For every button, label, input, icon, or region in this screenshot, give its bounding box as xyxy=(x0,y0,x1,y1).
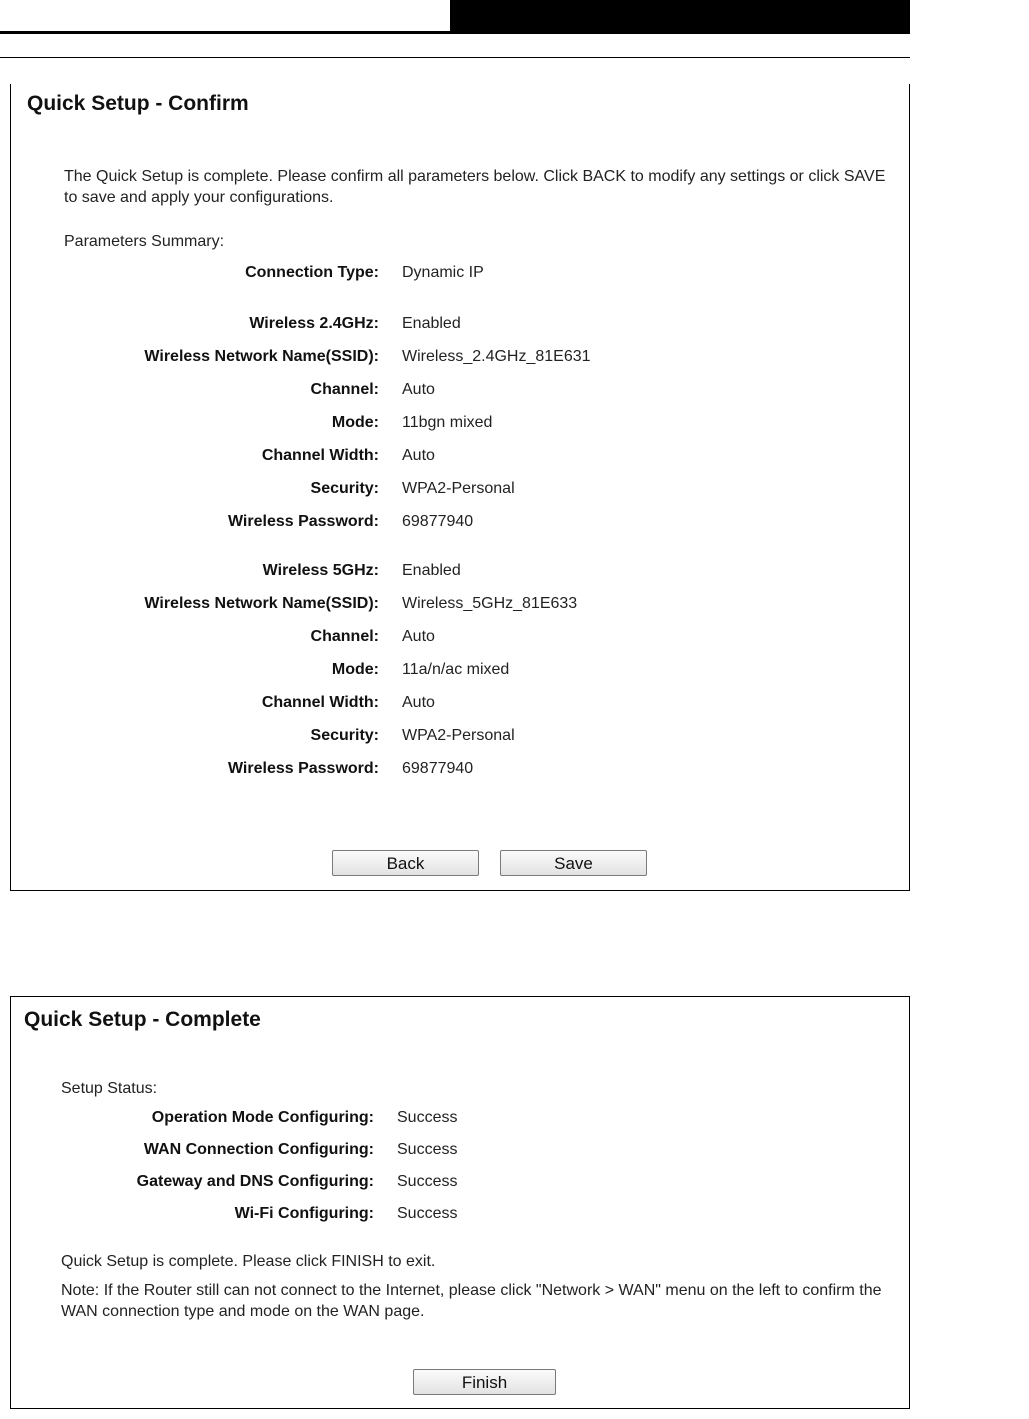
save-button[interactable]: Save xyxy=(500,850,647,876)
param-row xyxy=(11,628,909,650)
param-label: Wireless Password: xyxy=(227,760,379,777)
param-label: WAN Connection Configuring: xyxy=(143,1141,374,1158)
complete-message: Quick Setup is complete. Please click FINISH to exit. xyxy=(61,1253,436,1270)
param-label: Gateway and DNS Configuring: xyxy=(136,1173,374,1190)
param-value: Wireless_2.4GHz_81E631 xyxy=(402,348,591,365)
param-label: Mode: xyxy=(331,661,379,678)
param-label: Wireless Network Name(SSID): xyxy=(144,595,379,612)
param-value: Auto xyxy=(402,381,435,398)
param-value: Dynamic IP xyxy=(402,264,484,281)
param-label: Mode: xyxy=(331,414,379,431)
param-row xyxy=(11,480,909,502)
param-label: Wireless Password: xyxy=(227,513,379,530)
param-label: Security: xyxy=(310,480,379,497)
param-row xyxy=(11,760,909,782)
param-row xyxy=(11,1205,909,1227)
param-row xyxy=(11,661,909,683)
param-row xyxy=(11,414,909,436)
param-label: Channel: xyxy=(310,381,379,398)
complete-title: Quick Setup - Complete xyxy=(24,1008,261,1031)
back-button[interactable]: Back xyxy=(332,850,479,876)
param-row xyxy=(11,727,909,749)
note-text: Note: If the Router still can not connect to the Internet, please click "Network > WAN" menu on the left to confirm the WAN connection type and mode on the WAN page. xyxy=(61,1282,882,1320)
param-label: Channel Width: xyxy=(261,447,379,464)
param-value: WPA2-Personal xyxy=(402,480,515,497)
header-rule-thin xyxy=(0,57,910,58)
param-label: Connection Type: xyxy=(245,264,379,281)
param-value: Success xyxy=(397,1173,458,1190)
param-value: 69877940 xyxy=(402,513,474,530)
param-row xyxy=(11,447,909,469)
param-row xyxy=(11,513,909,535)
param-value: Success xyxy=(397,1205,458,1222)
param-label: Wi-Fi Configuring: xyxy=(234,1205,374,1222)
parameters-summary-label: Parameters Summary: xyxy=(64,233,225,250)
param-value: Auto xyxy=(402,628,435,645)
quick-setup-confirm-panel xyxy=(10,84,910,891)
param-row xyxy=(11,1141,909,1163)
param-row xyxy=(11,315,909,337)
param-label: Security: xyxy=(310,727,379,744)
param-value: Enabled xyxy=(402,315,461,332)
param-value: Auto xyxy=(402,694,435,711)
param-value: Auto xyxy=(402,447,435,464)
finish-button[interactable]: Finish xyxy=(413,1369,556,1395)
param-row xyxy=(11,1109,909,1131)
param-value: WPA2-Personal xyxy=(402,727,515,744)
header-rule-thick xyxy=(0,31,452,34)
param-row xyxy=(11,348,909,370)
param-row xyxy=(11,694,909,716)
param-row xyxy=(11,595,909,617)
param-label: Channel: xyxy=(310,628,379,645)
quick-setup-complete-panel xyxy=(10,996,910,1409)
param-row-connection-type xyxy=(11,264,909,286)
param-value: Wireless_5GHz_81E633 xyxy=(402,595,578,612)
param-value: Enabled xyxy=(402,562,461,579)
param-label: Operation Mode Configuring: xyxy=(151,1109,374,1126)
param-row xyxy=(11,381,909,403)
param-label: Wireless 5GHz: xyxy=(262,562,379,579)
param-label: Channel Width: xyxy=(261,694,379,711)
param-row xyxy=(11,1173,909,1195)
header-black-bar xyxy=(450,0,910,34)
page-title: Quick Setup - Confirm xyxy=(27,92,249,115)
param-value: Success xyxy=(397,1109,458,1126)
param-label: Wireless 2.4GHz: xyxy=(249,315,379,332)
param-label: Wireless Network Name(SSID): xyxy=(144,348,379,365)
intro-text: The Quick Setup is complete. Please confirm all parameters below. Click BACK to modify any settings or click SAVE to save and apply your configurations. xyxy=(64,168,886,206)
param-value: 11a/n/ac mixed xyxy=(402,661,510,678)
param-row xyxy=(11,562,909,584)
setup-status-label: Setup Status: xyxy=(61,1080,158,1097)
param-value: Success xyxy=(397,1141,458,1158)
param-value: 69877940 xyxy=(402,760,474,777)
param-value: 11bgn mixed xyxy=(402,414,493,431)
